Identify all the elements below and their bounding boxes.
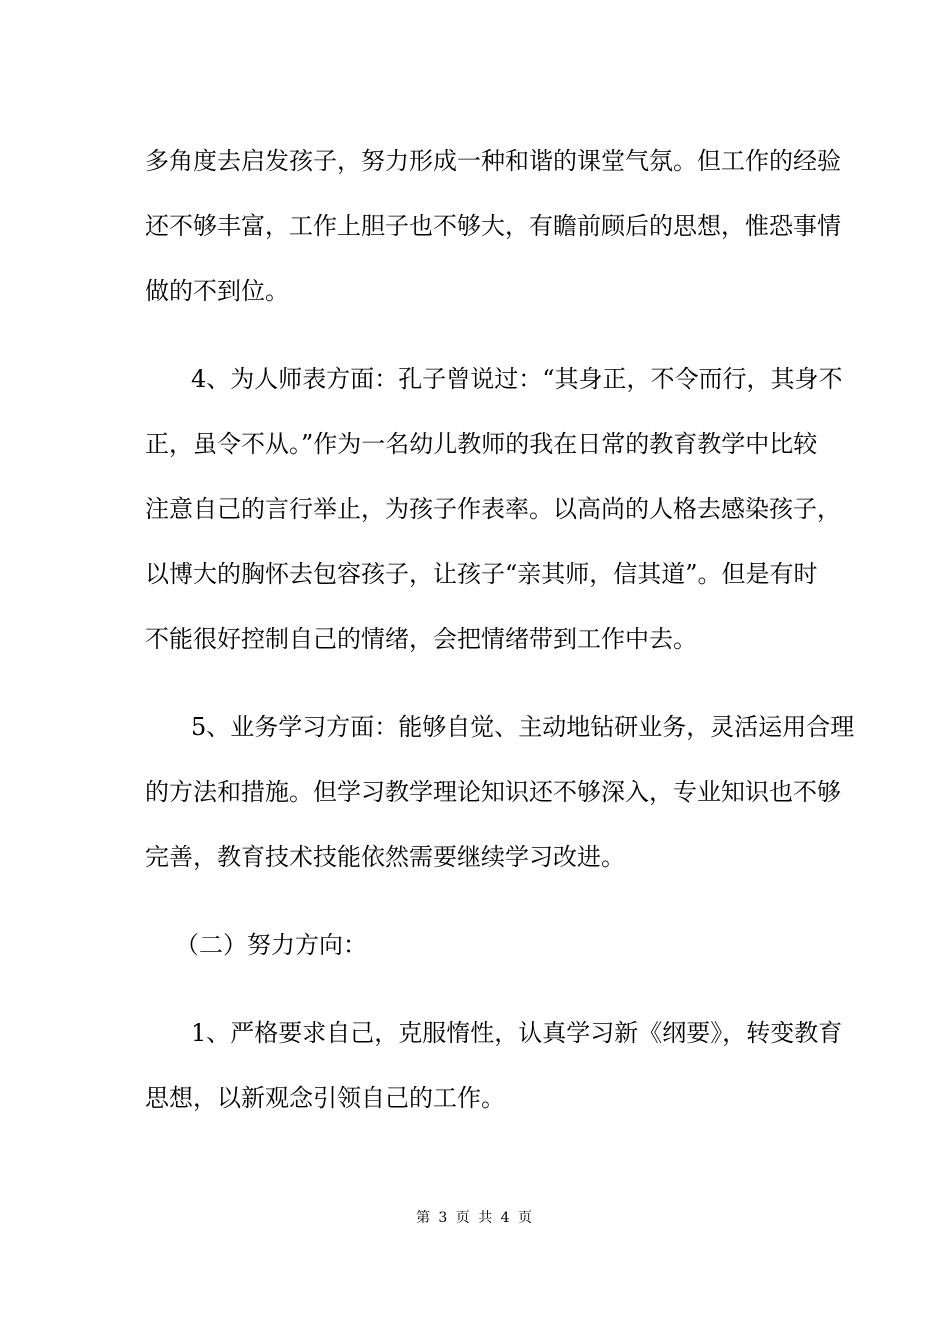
paragraph-line: 以博大的胸怀去包容孩子，让孩子“亲其师，信其道”。但是有时 bbox=[145, 560, 818, 588]
paragraph-line: 做的不到位。 bbox=[145, 277, 289, 305]
page-number-footer: 第 3 页 共 4 页 bbox=[415, 1210, 535, 1226]
paragraph-line: 不能很好控制自己的情绪，会把情绪带到工作中去。 bbox=[145, 625, 697, 653]
paragraph-line: 多角度去启发孩子，努力形成一种和谐的课堂气氛。但工作的经验 bbox=[145, 147, 841, 175]
paragraph-line: 的方法和措施。但学习教学理论知识还不够深入，专业知识也不够 bbox=[145, 778, 841, 806]
paragraph-line: 完善，教育技术技能依然需要继续学习改进。 bbox=[145, 843, 625, 871]
paragraph-line: 5、业务学习方面：能够自觉、主动地钻研业务，灵活运用合理 bbox=[191, 713, 855, 741]
paragraph-line: 4、为人师表方面：孔子曾说过：“其身正，不令而行，其身不 bbox=[191, 365, 843, 393]
section-heading: （二）努力方向： bbox=[175, 931, 367, 959]
paragraph-line: 还不够丰富，工作上胆子也不够大，有瞻前顾后的思想，惟恐事情 bbox=[145, 212, 841, 240]
paragraph-line: 思想，以新观念引领自己的工作。 bbox=[145, 1084, 505, 1112]
paragraph-line: 1、严格要求自己，克服惰性，认真学习新《纲要》，转变教育 bbox=[191, 1019, 843, 1047]
paragraph-line: 正，虽令不从。”作为一名幼儿教师的我在日常的教育教学中比较 bbox=[145, 430, 818, 458]
paragraph-line: 注意自己的言行举止，为孩子作表率。以高尚的人格去感染孩子， bbox=[145, 495, 841, 523]
